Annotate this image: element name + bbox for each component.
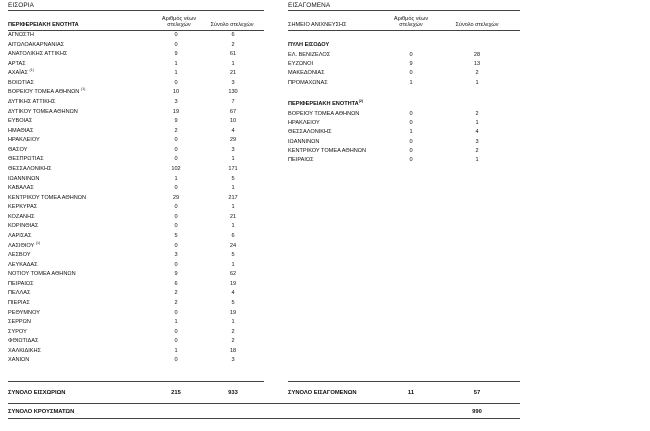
table-row	[8, 136, 268, 144]
row-name	[288, 119, 320, 127]
right-title-rule	[288, 10, 520, 11]
row-new-count: 9	[174, 271, 178, 278]
row-name	[8, 328, 27, 336]
row-name-text: ΚΑΒΑΛΑΣ	[8, 185, 34, 192]
table-row	[288, 110, 548, 118]
right-header-point: ΣΗΜΕΙΟ ΑΝΙΧΝΕΥΣΗΣ	[288, 22, 347, 28]
row-new-count: 1	[409, 129, 413, 136]
row-name-text: ΒΟΡΕΙΟΥ ΤΟΜΕΑ ΑΘΗΝΩΝ	[288, 111, 360, 117]
row-name	[8, 98, 55, 106]
row-total-count: 19	[229, 280, 237, 287]
row-new-count: 10	[172, 89, 180, 96]
row-name-text: ΒΟΡΕΙΟΥ ΤΟΜΕΑ ΑΘΗΝΩΝ	[8, 89, 80, 96]
row-total-count: 4	[231, 290, 235, 297]
row-name-text: ΙΩΑΝΝΙΝΩΝ	[8, 175, 40, 182]
row-new-count: 0	[409, 52, 413, 58]
row-new-count: 0	[174, 338, 178, 345]
table-row	[8, 127, 268, 135]
row-name-text: ΣΕΡΡΩΝ	[8, 319, 31, 326]
row-new-count: 1	[174, 70, 178, 77]
row-name-text: ΕΛ. ΒΕΝΙΖΕΛΟΣ	[288, 52, 331, 58]
right-group1-title: ΠΥΛΗ ΕΙΣΟΔΟΥ	[288, 42, 330, 48]
row-total-count: 21	[229, 213, 237, 220]
table-row	[8, 79, 268, 87]
row-name	[8, 108, 78, 116]
row-new-count: 6	[174, 280, 178, 287]
row-new-count: 0	[174, 146, 178, 153]
row-total-count: 61	[229, 51, 237, 58]
row-name	[8, 270, 76, 278]
table-row	[8, 318, 268, 326]
right-header-rule	[288, 30, 520, 31]
table-row	[8, 251, 268, 259]
table-row	[8, 175, 268, 183]
row-new-count: 1	[174, 175, 178, 182]
row-total-count: 18	[229, 347, 237, 354]
right-total-new: 11	[407, 390, 415, 396]
row-name-text: ΧΑΛΚΙΔΙΚΗΣ	[8, 347, 42, 354]
row-total-count: 1	[475, 120, 479, 127]
left-total-label: ΣΥΝΟΛΟ ΕΙΣΧΩΡΙΩΝ	[8, 390, 66, 396]
row-name-text: ΦΘΙΩΤΙΔΑΣ	[8, 338, 39, 345]
row-total-count: 5	[231, 175, 235, 182]
row-total-count: 2	[231, 328, 235, 335]
row-total-count: 2	[475, 111, 479, 117]
row-total-count: 1	[475, 79, 479, 86]
row-total-count: 62	[229, 271, 237, 278]
row-name-text: ΗΜΑΘΙΑΣ	[8, 127, 34, 134]
row-name-text: ΛΑΡΙΣΑΣ	[8, 232, 32, 239]
row-new-count: 0	[174, 357, 178, 364]
row-new-count: 29	[172, 194, 180, 201]
table-row	[8, 270, 268, 278]
row-new-count: 2	[174, 299, 178, 306]
table-row	[8, 165, 268, 173]
row-name-text: ΑΙΤΩΛΟΑΚΑΡΝΑΝΙΑΣ	[8, 41, 65, 48]
row-new-count: 0	[174, 32, 178, 38]
row-name-text: ΚΕΝΤΡΙΚΟΥ ΤΟΜΕΑ ΑΘΗΝΩΝ	[8, 194, 87, 201]
right-header-new-line2: στελεχών	[399, 22, 423, 29]
row-name	[8, 289, 30, 297]
row-name	[8, 165, 52, 173]
row-name	[288, 79, 328, 87]
row-name	[8, 203, 37, 211]
row-name-text: ΛΑΣΙΘΙΟΥ	[8, 242, 35, 249]
grand-total-bottom-rule	[8, 418, 520, 419]
row-name	[8, 232, 31, 240]
row-total-count: 19	[229, 309, 237, 316]
row-total-count: 3	[231, 357, 235, 364]
table-row	[8, 41, 268, 49]
table-row	[8, 299, 268, 307]
right-group2-title	[288, 101, 363, 107]
row-name	[288, 51, 330, 59]
row-name	[288, 69, 325, 77]
table-row	[8, 213, 268, 221]
row-footnote: (1)	[35, 240, 41, 245]
table-row	[8, 289, 268, 297]
table-row	[8, 31, 268, 39]
table-row	[8, 98, 268, 106]
row-name	[8, 299, 30, 307]
row-new-count: 0	[409, 120, 413, 127]
row-total-count: 2	[231, 41, 235, 48]
row-total-count: 10	[229, 118, 237, 125]
row-new-count: 1	[174, 319, 178, 326]
row-name	[8, 184, 34, 192]
row-new-count: 0	[174, 156, 178, 163]
row-new-count: 5	[174, 232, 178, 239]
row-new-count: 0	[174, 328, 178, 335]
row-name-text: ΝΟΤΙΟΥ ΤΟΜΕΑ ΑΘΗΝΩΝ	[8, 271, 76, 278]
table-row	[8, 280, 268, 288]
table-row	[288, 60, 548, 68]
row-total-count: 29	[229, 137, 237, 144]
row-name-text: ΧΑΝΙΩΝ	[8, 357, 30, 364]
row-name-text: ΛΕΥΚΑΔΑΣ	[8, 261, 38, 268]
row-name-text: ΠΡΟΜΑΧΩΝΑΣ	[288, 79, 328, 86]
row-name	[8, 88, 85, 96]
row-name-text: ΔΥΤΙΚΗΣ ΑΤΤΙΚΗΣ	[8, 98, 56, 105]
row-total-count: 1	[231, 156, 235, 163]
row-new-count: 102	[171, 165, 181, 172]
row-new-count: 0	[409, 70, 413, 77]
row-new-count: 0	[174, 261, 178, 268]
row-new-count: 1	[409, 79, 413, 86]
row-total-count: 2	[475, 70, 479, 77]
table-row	[8, 50, 268, 58]
row-total-count: 1	[231, 319, 235, 326]
right-total-total: 57	[473, 390, 481, 396]
row-total-count: 3	[231, 79, 235, 86]
row-total-count: 4	[475, 129, 479, 136]
right-header-new-line1: Αριθμός νέων	[393, 16, 429, 22]
row-name-text: ΡΕΘΥΜΝΟΥ	[8, 309, 40, 316]
row-new-count: 0	[174, 137, 178, 144]
table-row	[8, 117, 268, 125]
table-row	[8, 309, 268, 317]
row-name-text: ΑΡΤΑΣ	[8, 60, 26, 67]
row-name-text: ΗΡΑΚΛΕΙΟΥ	[288, 120, 320, 127]
row-name-text: ΠΙΕΡΙΑΣ	[8, 299, 30, 306]
row-name	[8, 127, 33, 135]
table-row	[8, 328, 268, 336]
row-name	[8, 242, 40, 250]
row-total-count: 1	[231, 204, 235, 211]
row-name-text: ΘΕΣΣΑΛΟΝΙΚΗΣ	[288, 129, 332, 136]
row-name	[8, 31, 34, 39]
row-new-count: 9	[174, 118, 178, 125]
table-row	[8, 194, 268, 202]
table-row	[8, 203, 268, 211]
row-name	[8, 41, 64, 49]
left-header-region: ΠΕΡΙΦΕΡΕΙΑΚΗ ΕΝΟΤΗΤΑ	[8, 22, 79, 28]
row-footnote: (1)	[29, 68, 34, 73]
left-total-rule	[8, 381, 264, 382]
table-row	[8, 261, 268, 269]
table-row	[8, 108, 268, 116]
row-name-text: ΕΥΒΟΙΑΣ	[8, 118, 33, 125]
row-name-text: ΒΟΙΩΤΙΑΣ	[8, 79, 34, 86]
row-new-count: 3	[174, 98, 178, 105]
right-group2-footnote: (2)	[358, 99, 364, 104]
row-total-count: 67	[229, 108, 237, 115]
row-total-count: 2	[231, 338, 235, 345]
row-total-count: 3	[475, 138, 479, 145]
row-total-count: 6	[231, 32, 235, 38]
right-total-label: ΣΥΝΟΛΟ ΕΙΣΑΓΟΜΕΝΩΝ	[288, 390, 357, 396]
row-name	[8, 155, 44, 163]
table-row	[8, 242, 268, 250]
table-row	[8, 69, 268, 77]
right-group2-title-text: ΠΕΡΙΦΕΡΕΙΑΚΗ ΕΝΟΤΗΤΑ	[288, 101, 359, 107]
row-name	[8, 347, 41, 355]
right-section-title: ΕΙΣΑΓΟΜΕΝΑ	[288, 2, 331, 9]
table-row	[288, 156, 548, 164]
row-total-count: 5	[231, 252, 235, 259]
row-name	[288, 128, 332, 136]
row-new-count: 2	[174, 127, 178, 134]
row-total-count: 1	[231, 185, 235, 192]
row-total-count: 3	[231, 146, 235, 153]
row-total-count: 1	[231, 60, 235, 67]
left-header-new-line1: Αριθμός νέων	[161, 16, 197, 22]
table-row	[288, 128, 548, 136]
row-name-text: ΣΥΡΟΥ	[8, 328, 27, 335]
row-total-count: 217	[228, 194, 238, 201]
table-row	[288, 147, 548, 155]
row-new-count: 9	[174, 51, 178, 58]
table-row	[288, 119, 548, 127]
left-header-new	[157, 16, 201, 29]
left-title-rule	[8, 10, 264, 11]
row-name-text: ΔΥΤΙΚΟΥ ΤΟΜΕΑ ΑΘΗΝΩΝ	[8, 108, 78, 115]
row-name-text: ΘΕΣΠΡΩΤΙΑΣ	[8, 156, 44, 163]
row-total-count: 171	[228, 165, 238, 172]
row-new-count: 0	[409, 147, 413, 154]
row-name	[8, 356, 29, 364]
table-row	[8, 146, 268, 154]
row-name-text: ΜΑΚΕΔΟΝΙΑΣ	[288, 70, 325, 77]
row-total-count: 2	[475, 147, 479, 154]
table-row	[8, 356, 268, 364]
row-name	[288, 156, 314, 164]
row-name	[8, 194, 86, 202]
row-new-count: 0	[174, 309, 178, 316]
row-name	[8, 69, 34, 77]
row-name	[288, 60, 313, 68]
row-name-text: ΑΓΝΩΣΤΗ	[8, 32, 34, 38]
row-name	[288, 147, 366, 155]
row-total-count: 21	[229, 70, 237, 77]
row-name	[8, 222, 38, 230]
table-row	[8, 232, 268, 240]
row-new-count: 9	[409, 61, 413, 68]
row-name-text: ΘΕΣΣΑΛΟΝΙΚΗΣ	[8, 165, 52, 172]
row-name	[8, 251, 31, 259]
row-name	[288, 138, 319, 146]
row-name-text: ΚΕΡΚΥΡΑΣ	[8, 204, 38, 211]
row-new-count: 0	[409, 157, 413, 163]
table-row	[8, 60, 268, 68]
table-row	[288, 79, 548, 87]
table-row	[8, 347, 268, 355]
table-row	[8, 155, 268, 163]
grand-total-value: 990	[472, 409, 482, 415]
row-total-count: 4	[231, 127, 235, 134]
row-name	[8, 337, 38, 345]
row-name	[8, 117, 32, 125]
table-row	[8, 337, 268, 345]
row-name-text: ΠΕΙΡΑΙΩΣ	[288, 157, 314, 163]
table-row	[8, 184, 268, 192]
left-total-total: 933	[228, 390, 238, 396]
row-new-count: 0	[409, 138, 413, 145]
row-new-count: 3	[174, 252, 178, 259]
row-name	[8, 175, 39, 183]
row-footnote: (1)	[80, 87, 86, 92]
row-name	[8, 213, 35, 221]
row-new-count: 0	[174, 41, 178, 48]
row-name	[8, 261, 38, 269]
left-section-title: ΕΙΣΟΡΙΑ	[8, 2, 34, 9]
row-total-count: 24	[229, 242, 237, 249]
row-name-text: ΑΝΑΤΟΛΙΚΗΣ ΑΤΤΙΚΗΣ	[8, 51, 68, 58]
row-new-count: 0	[174, 223, 178, 230]
row-name-text: ΚΕΝΤΡΙΚΟΥ ΤΟΜΕΑ ΑΘΗΝΩΝ	[288, 147, 367, 154]
row-name-text: ΙΩΑΝΝΙΝΩΝ	[288, 138, 320, 145]
row-name-text: ΠΕΛΛΑΣ	[8, 290, 31, 297]
row-name	[8, 50, 67, 58]
row-total-count: 28	[473, 52, 481, 58]
row-name-text: ΕΥΖΩΝΟΙ	[288, 61, 314, 68]
grand-total-top-rule	[8, 403, 520, 404]
row-new-count: 0	[174, 242, 178, 249]
left-header-total: Σύνολο στελεχών	[210, 22, 254, 28]
row-name-text: ΘΑΣΟΥ	[8, 146, 28, 153]
row-new-count: 0	[409, 111, 413, 117]
row-name-text: ΗΡΑΚΛΕΙΟΥ	[8, 137, 40, 144]
right-total-rule	[288, 381, 520, 382]
left-total-new: 215	[171, 390, 181, 396]
table-row	[8, 88, 268, 96]
row-name	[8, 318, 31, 326]
row-new-count: 0	[174, 204, 178, 211]
table-row	[288, 69, 548, 77]
row-new-count: 19	[172, 108, 180, 115]
row-total-count: 1	[231, 261, 235, 268]
row-new-count: 2	[174, 290, 178, 297]
row-total-count: 130	[228, 89, 238, 96]
row-total-count: 6	[231, 232, 235, 239]
row-total-count: 1	[475, 157, 479, 163]
table-row	[8, 222, 268, 230]
row-new-count: 0	[174, 185, 178, 192]
right-header-new	[388, 16, 434, 29]
grand-total-label: ΣΥΝΟΛΟ ΚΡΟΥΣΜΑΤΩΝ	[8, 409, 75, 415]
row-total-count: 5	[231, 299, 235, 306]
row-name	[8, 146, 27, 154]
row-name-text: ΑΧΑΪΑΣ	[8, 70, 28, 77]
row-new-count: 1	[174, 347, 178, 354]
row-name-text: ΚΟΡΙΝΘΙΑΣ	[8, 223, 39, 230]
row-name-text: ΛΕΣΒΟΥ	[8, 252, 31, 259]
table-row	[288, 51, 548, 59]
row-name-text: ΚΟΖΑΝΗΣ	[8, 213, 35, 220]
row-total-count: 13	[473, 61, 481, 68]
row-name	[8, 280, 34, 288]
row-total-count: 1	[231, 223, 235, 230]
row-name	[8, 79, 34, 87]
row-name	[8, 60, 26, 68]
row-total-count: 7	[231, 98, 235, 105]
row-name	[288, 110, 359, 118]
row-new-count: 0	[174, 213, 178, 220]
row-name-text: ΠΕΙΡΑΙΩΣ	[8, 280, 34, 287]
right-header-total: Σύνολο στελεχών	[455, 22, 499, 28]
row-name	[8, 309, 40, 317]
table-row	[288, 138, 548, 146]
left-header-new-line2: στελεχών	[167, 22, 191, 29]
row-new-count: 0	[174, 79, 178, 86]
row-new-count: 1	[174, 60, 178, 67]
row-name	[8, 136, 40, 144]
